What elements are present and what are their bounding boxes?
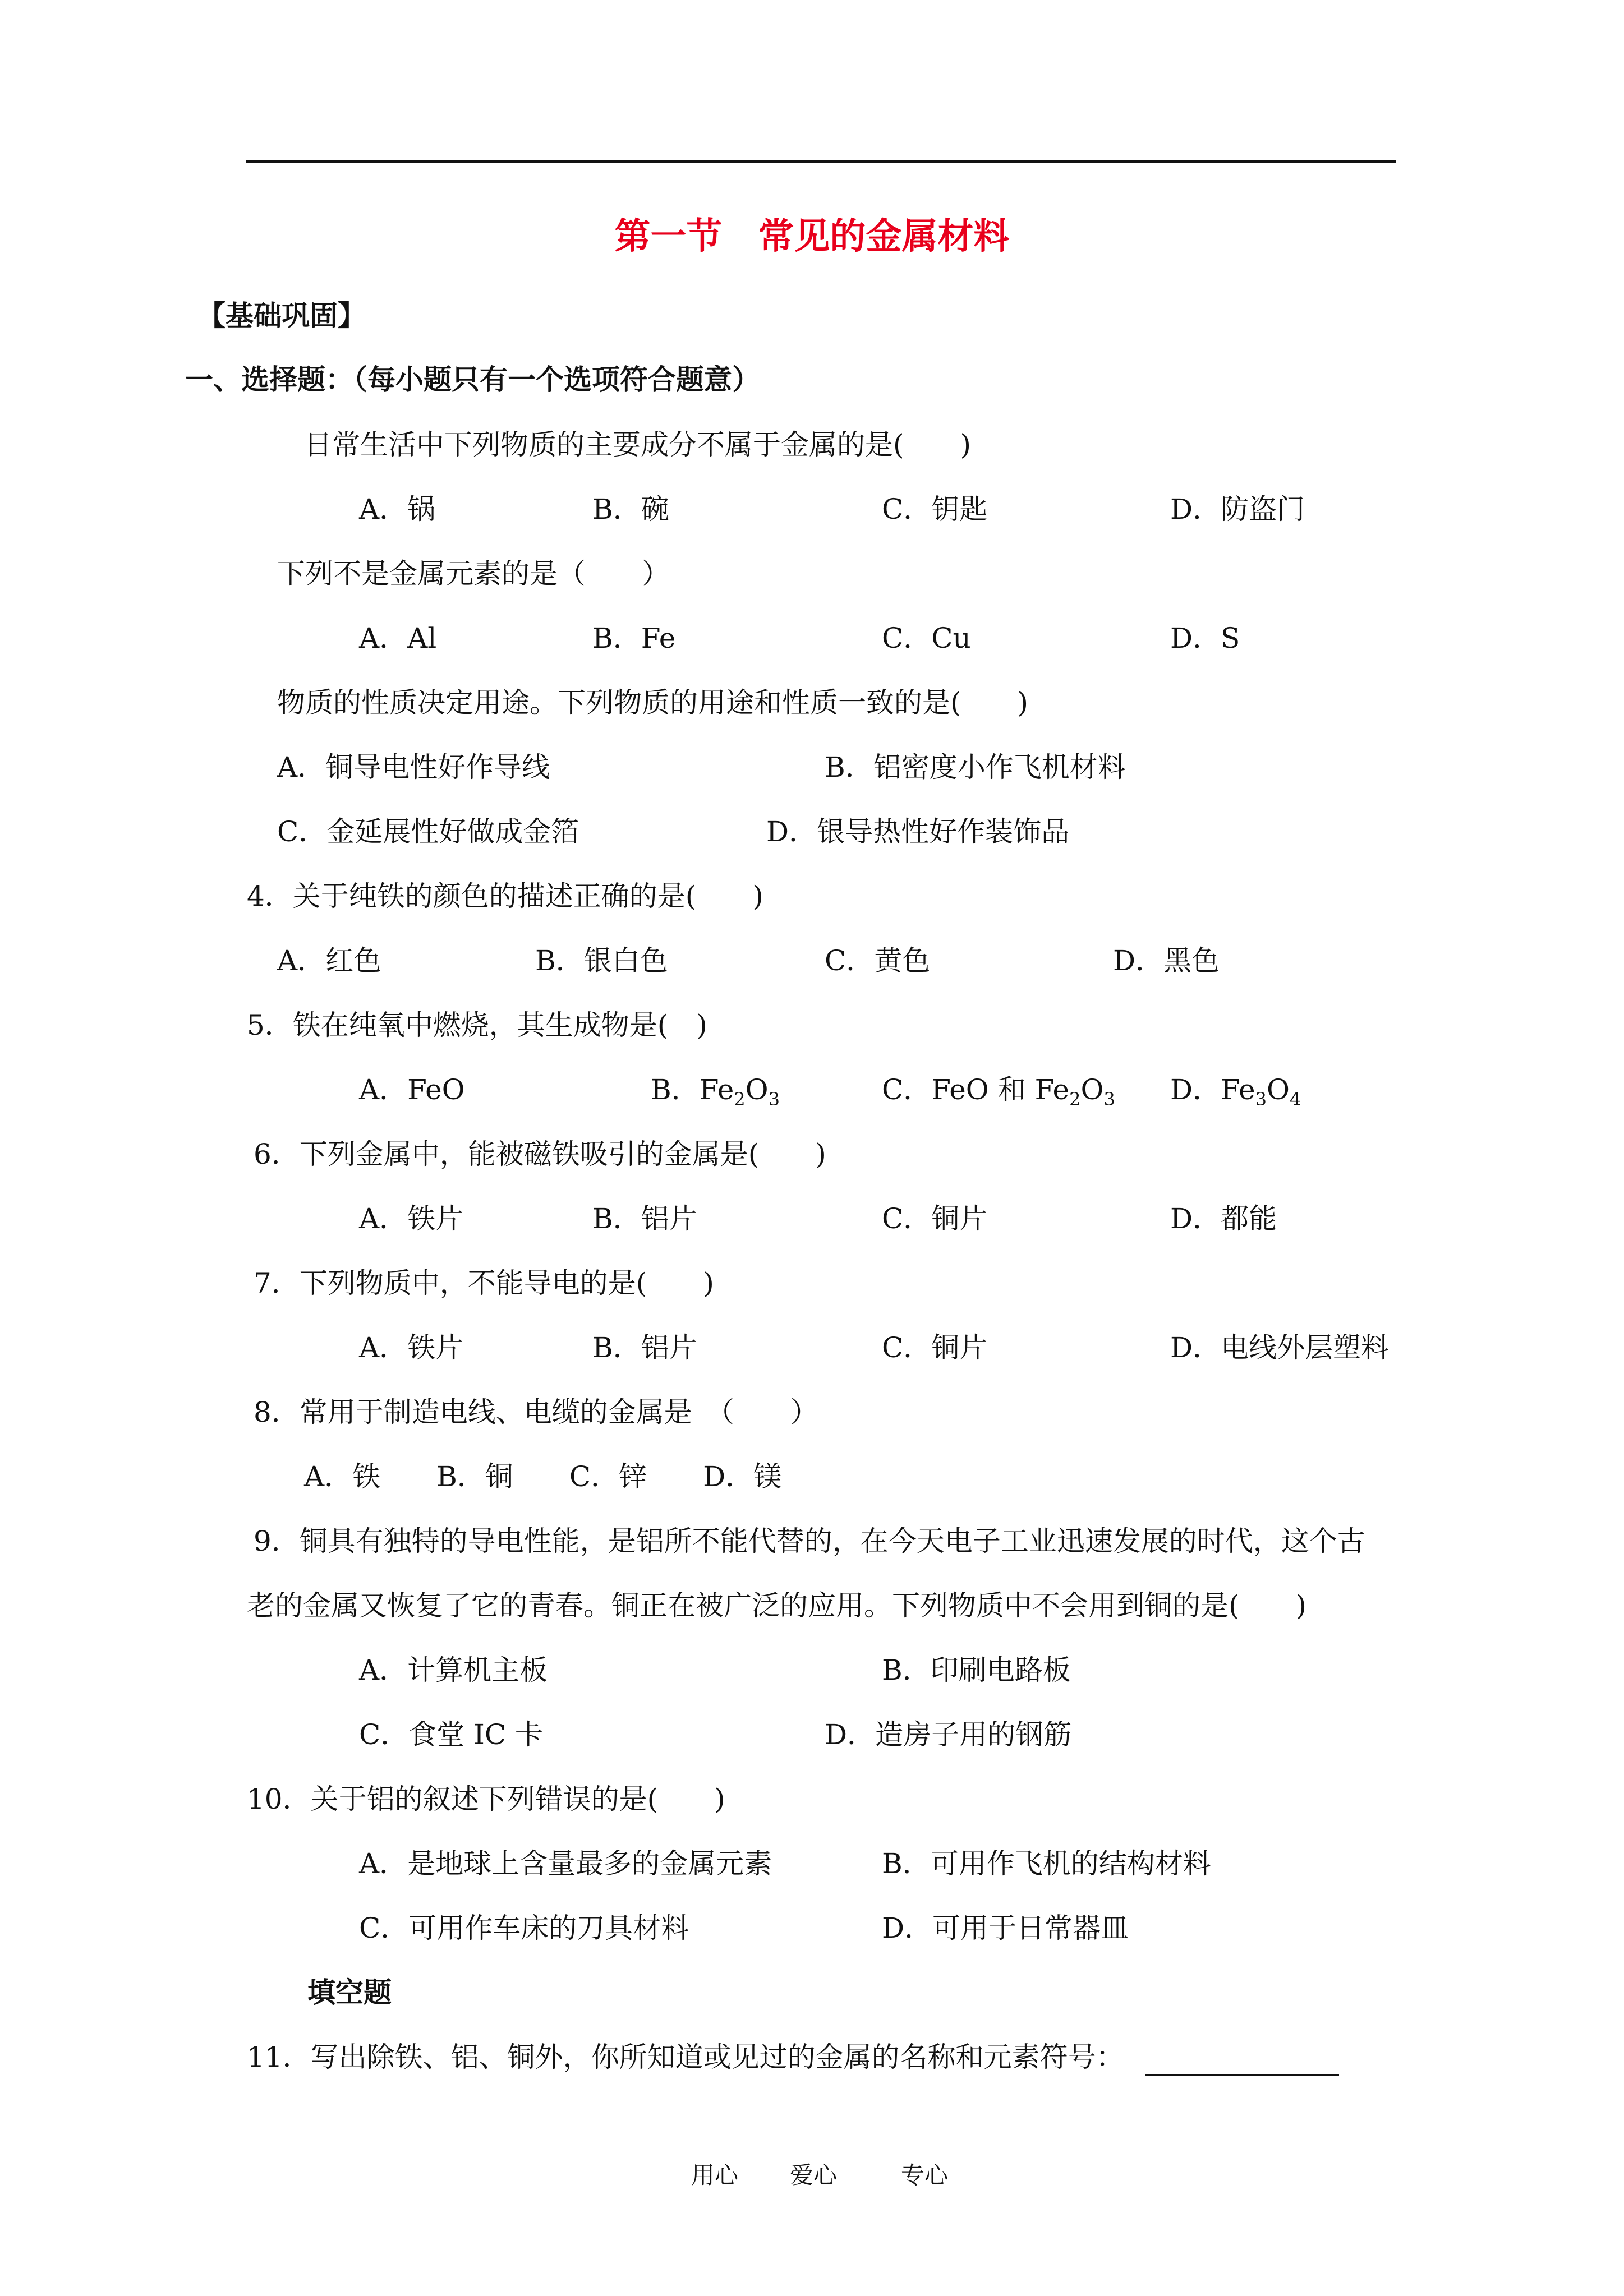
question-1-option-b: B．碗 [592, 493, 669, 525]
question-6-option-b: B．铝片 [592, 1202, 697, 1235]
question-5-option-a: A．FeO [359, 1073, 465, 1106]
part2-heading: 填空题 [307, 1976, 392, 2009]
question-2-option-c: C．Cu [882, 622, 971, 654]
question-9-option-d: D．造房子用的钢筋 [825, 1718, 1072, 1751]
answer-blank [1145, 2074, 1339, 2076]
question-3-option-b: B．铝密度小作飞机材料 [825, 751, 1126, 783]
question-7-option-d: D．电线外层塑料 [1170, 1331, 1390, 1364]
question-5-option-c: C．FeO 和 $Fe_2O_3$ [882, 1073, 1115, 1110]
part1-heading: 一、选择题：（每小题只有一个选项符合题意） [185, 363, 760, 396]
question-9-option-c: C．食堂 IC 卡 [359, 1718, 544, 1751]
section-label: 【基础巩固】 [197, 299, 366, 332]
question-4-option-b: B．银白色 [535, 944, 668, 977]
question-7-option-b: B．铝片 [592, 1331, 697, 1364]
question-3-option-c: C．金延展性好做成金箔 [277, 815, 579, 848]
question-9-option-b: B．印刷电路板 [882, 1654, 1071, 1686]
question-2-option-a: A．Al [359, 622, 437, 654]
question-5-stem: 5．铁在纯氧中燃烧，其生成物是( ) [247, 1009, 707, 1041]
page-title: 第一节 常见的金属材料 [614, 216, 1010, 257]
footer-text-3: 专心 [901, 2161, 949, 2189]
question-9-stem-line-1: 9．铜具有独特的导电性能，是铝所不能代替的，在今天电子工业迅速发展的时代，这个古 [254, 1525, 1365, 1557]
question-10-option-d: D．可用于日常器皿 [882, 1912, 1129, 1944]
question-10-option-c: C．可用作车床的刀具材料 [359, 1912, 689, 1944]
question-10-stem: 10．关于铝的叙述下列错误的是( ) [247, 1783, 725, 1815]
question-5-option-b: B．$Fe_2O_3$ [651, 1073, 780, 1110]
question-6-option-a: A．铁片 [359, 1202, 464, 1235]
question-10-option-a: A．是地球上含量最多的金属元素 [359, 1847, 772, 1880]
question-9-stem-line-2: 老的金属又恢复了它的青春。铜正在被广泛的应用。下列物质中不会用到铜的是( ) [247, 1589, 1307, 1622]
question-7-option-c: C．铜片 [882, 1331, 988, 1364]
header-rule [246, 160, 1396, 163]
question-11-stem: 11．写出除铁、铝、铜外，你所知道或见过的金属的名称和元素符号： [247, 2041, 1124, 2073]
question-6-option-d: D．都能 [1170, 1202, 1277, 1235]
question-10-option-b: B．可用作飞机的结构材料 [882, 1847, 1211, 1880]
question-4-option-c: C．黄色 [825, 944, 931, 977]
question-5-option-d: D．$Fe_3O_4$ [1170, 1073, 1301, 1110]
question-6-stem: 6．下列金属中，能被磁铁吸引的金属是( ) [254, 1138, 826, 1170]
question-2-option-d: D．S [1170, 622, 1240, 654]
question-8-options: A．铁 B．铜 C．锌 D．镁 [304, 1460, 782, 1493]
footer-text-1: 用心 [691, 2161, 739, 2189]
question-4-stem: 4．关于纯铁的颜色的描述正确的是( ) [247, 880, 763, 912]
question-2-option-b: B．Fe [592, 622, 676, 654]
question-1-option-a: A．锅 [359, 493, 436, 525]
question-4-option-d: D．黑色 [1113, 944, 1220, 977]
question-4-option-a: A．红色 [277, 944, 382, 977]
question-8-stem: 8．常用于制造电线、电缆的金属是 （ ） [254, 1396, 818, 1428]
question-3-stem: 物质的性质决定用途。下列物质的用途和性质一致的是( ) [277, 686, 1029, 719]
question-6-option-c: C．铜片 [882, 1202, 988, 1235]
question-2-stem: 下列不是金属元素的是（ ） [277, 557, 670, 590]
question-1-option-c: C．钥匙 [882, 493, 988, 525]
question-7-option-a: A．铁片 [359, 1331, 464, 1364]
question-3-option-d: D．银导热性好作装饰品 [766, 815, 1070, 848]
question-3-option-a: A．铜导电性好作导线 [277, 751, 550, 783]
question-9-option-a: A．计算机主板 [359, 1654, 548, 1686]
question-7-stem: 7．下列物质中，不能导电的是( ) [254, 1267, 714, 1299]
footer-text-2: 爱心 [790, 2161, 838, 2189]
question-1-option-d: D．防盗门 [1170, 493, 1305, 525]
question-1-stem: 日常生活中下列物质的主要成分不属于金属的是( ) [304, 428, 972, 461]
